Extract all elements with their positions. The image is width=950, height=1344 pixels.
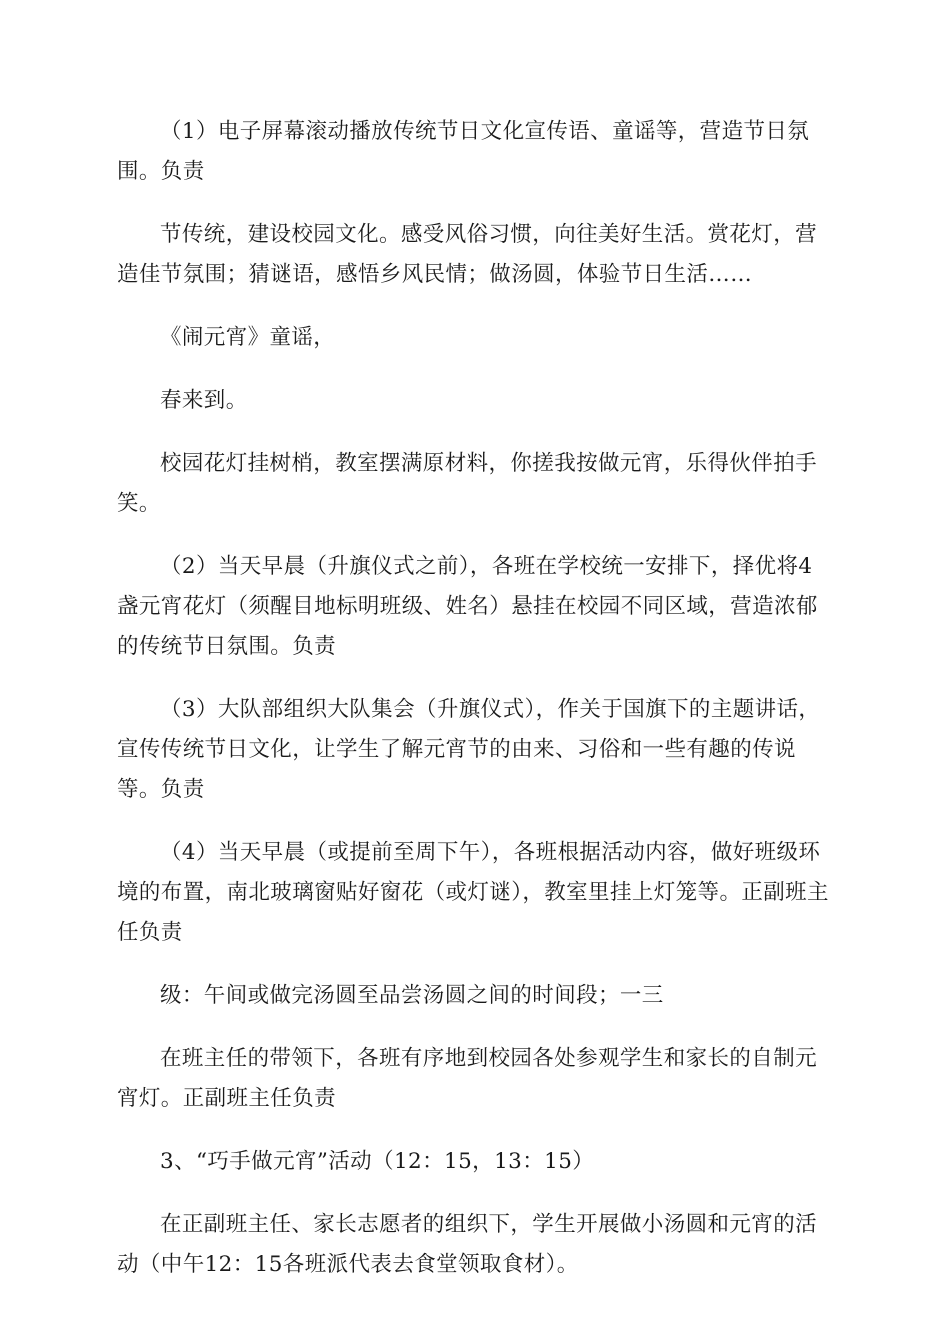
paragraph-4: 春来到。 (160, 388, 248, 413)
paragraph-5: 校园花灯挂树梢，教室摆满原材料，你搓我按做元宵，乐得伙伴拍手笑。 (117, 451, 818, 516)
paragraph-6: （2）当天早晨（升旗仪式之前），各班在学校统一安排下，择优将4盏元宵花灯（须醒目地标明班级、姓名）悬挂在校园不同区域，营造浓郁的传统节日氛围。负责 (117, 554, 818, 659)
paragraph-3: 《闹元宵》童谣， (160, 325, 336, 350)
paragraph-8: （4）当天早晨（或提前至周下午），各班根据活动内容，做好班级环境的布置，南北玻璃窗贴好窗花（或灯谜），教室里挂上灯笼等。正副班主任负责 (117, 840, 829, 945)
paragraph-12: 在正副班主任、家长志愿者的组织下，学生开展做小汤圆和元宵的活动（中午12：15各班派代表去食堂领取食材）。 (117, 1212, 818, 1277)
paragraph-7: （3）大队部组织大队集会（升旗仪式），作关于国旗下的主题讲话，宣传传统节日文化，让学生了解元宵节的由来、习俗和一些有趣的传说等。负责 (117, 697, 821, 802)
document-body (117, 112, 833, 1285)
paragraph-10: 在班主任的带领下，各班有序地到校园各处参观学生和家长的自制元宵灯。正副班主任负责 (117, 1046, 818, 1111)
paragraph-11: 3、“巧手做元宵”活动（12：15，13：15） (160, 1149, 595, 1174)
paragraph-9: 级：午间或做完汤圆至品尝汤圆之间的时间段；一三 (160, 983, 664, 1008)
paragraph-1: （1）电子屏幕滚动播放传统节日文化宣传语、童谣等，营造节日氛围。负责 (117, 119, 810, 184)
paragraph-2: 节传统，建设校园文化。感受风俗习惯，向往美好生活。赏花灯，营造佳节氛围；猜谜语，感悟乡风民情；做汤圆，体验节日生活…… (117, 222, 818, 287)
